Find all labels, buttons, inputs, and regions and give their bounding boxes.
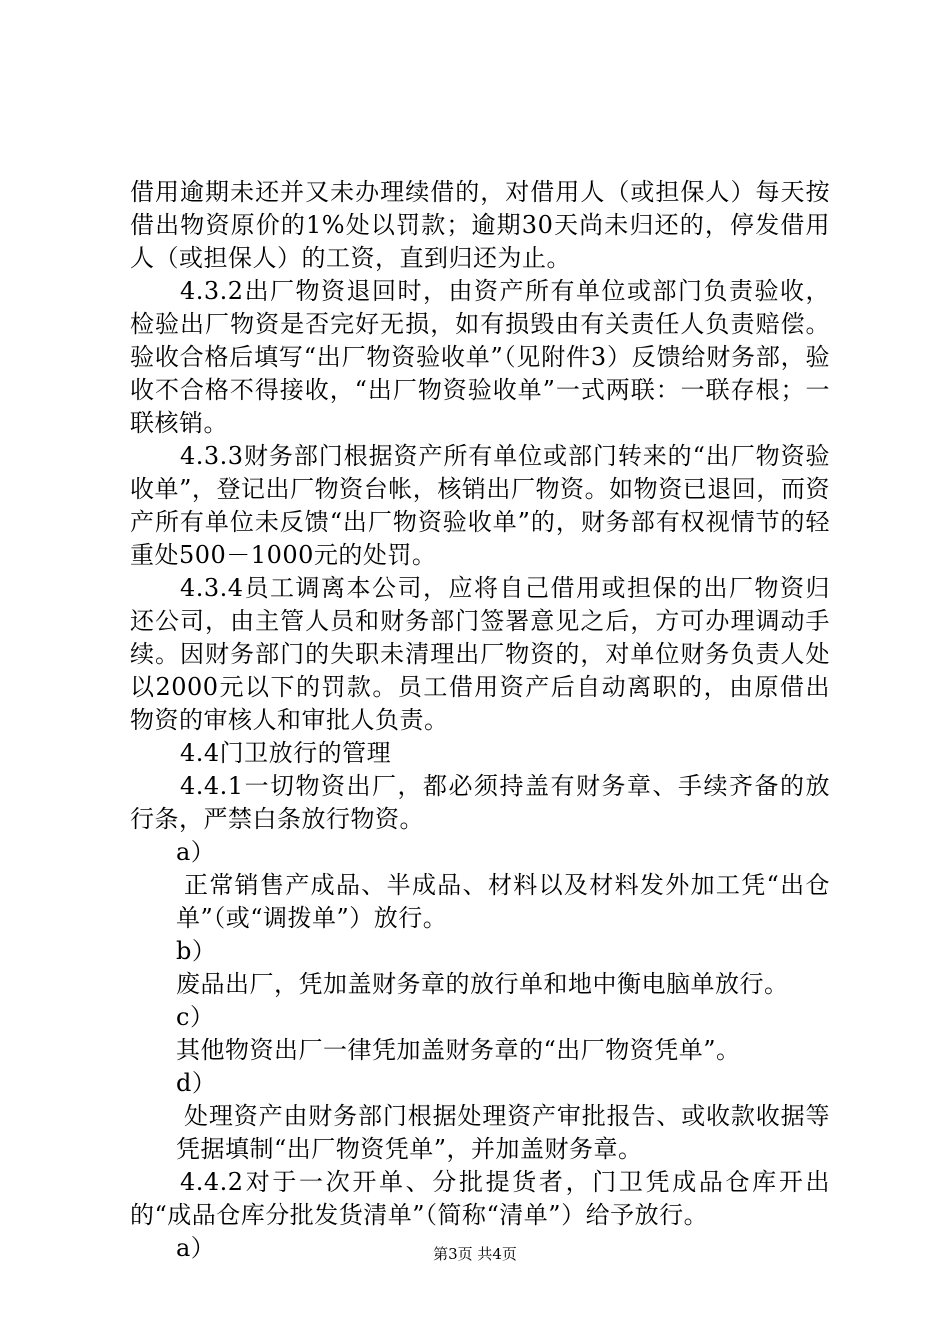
heading-4-4: 4.4门卫放行的管理 <box>180 739 392 767</box>
paragraph-4-4-2: 4.4.2对于一次开单、分批提货者，门卫凭成品仓库开出的“成品仓库分批发货清单”（简称“清单”）给予放行。 <box>130 1168 830 1229</box>
list-label-a-2: a） <box>176 1234 216 1262</box>
list-label-a: a） <box>176 838 216 866</box>
paragraph-overdue-borrowing: 借用逾期未还并又未办理续借的，对借用人（或担保人）每天按借出物资原价的1%处以罚款；逾期30天尚未归还的，停发借用人（或担保人）的工资，直到归还为止。 <box>130 178 830 272</box>
document-body <box>130 176 830 1265</box>
list-label-d: d） <box>176 1069 217 1097</box>
paragraph-4-3-2: 4.3.2出厂物资退回时，由资产所有单位或部门负责验收，检验出厂物资是否完好无损，如有损毁由有关责任人负责赔偿。验收合格后填写“出厂物资验收单”（见附件3）反馈给财务部，验收不合格不得接收，“出厂物资验收单”一式两联：一联存根；一联核销。 <box>130 277 830 437</box>
paragraph-4-4-1: 4.4.1一切物资出厂，都必须持盖有财务章、手续齐备的放行条，严禁白条放行物资。 <box>130 772 830 833</box>
list-item-d: 处理资产由财务部门根据处理资产审批报告、或收款收据等凭据填制“出厂物资凭单”，并加盖财务章。 <box>176 1102 830 1163</box>
paragraph-4-3-3: 4.3.3财务部门根据资产所有单位或部门转来的“出厂物资验收单”，登记出厂物资台帐，核销出厂物资。如物资已退回，而资产所有单位未反馈“出厂物资验收单”的，财务部有权视情节的轻重处500－1000元的处罚。 <box>130 442 830 569</box>
paragraph-4-3-4: 4.3.4员工调离本公司，应将自己借用或担保的出厂物资归还公司，由主管人员和财务部门签署意见之后，方可办理调动手续。因财务部门的失职未清理出厂物资的，对单位财务负责人处以2000元以下的罚款。员工借用资产后自动离职的，由原借出物资的审核人和审批人负责。 <box>130 574 830 734</box>
list-item-a: 正常销售产成品、半成品、材料以及材料发外加工凭“出仓单”（或“调拨单”）放行。 <box>176 871 830 932</box>
list-item-b: 废品出厂，凭加盖财务章的放行单和地中衡电脑单放行。 <box>176 970 789 998</box>
list-item-c: 其他物资出厂一律凭加盖财务章的“出厂物资凭单”。 <box>176 1036 741 1064</box>
list-label-c: c） <box>176 1003 215 1031</box>
list-label-b: b） <box>176 937 217 965</box>
page-footer: 第3页 共4页 <box>433 1245 517 1263</box>
